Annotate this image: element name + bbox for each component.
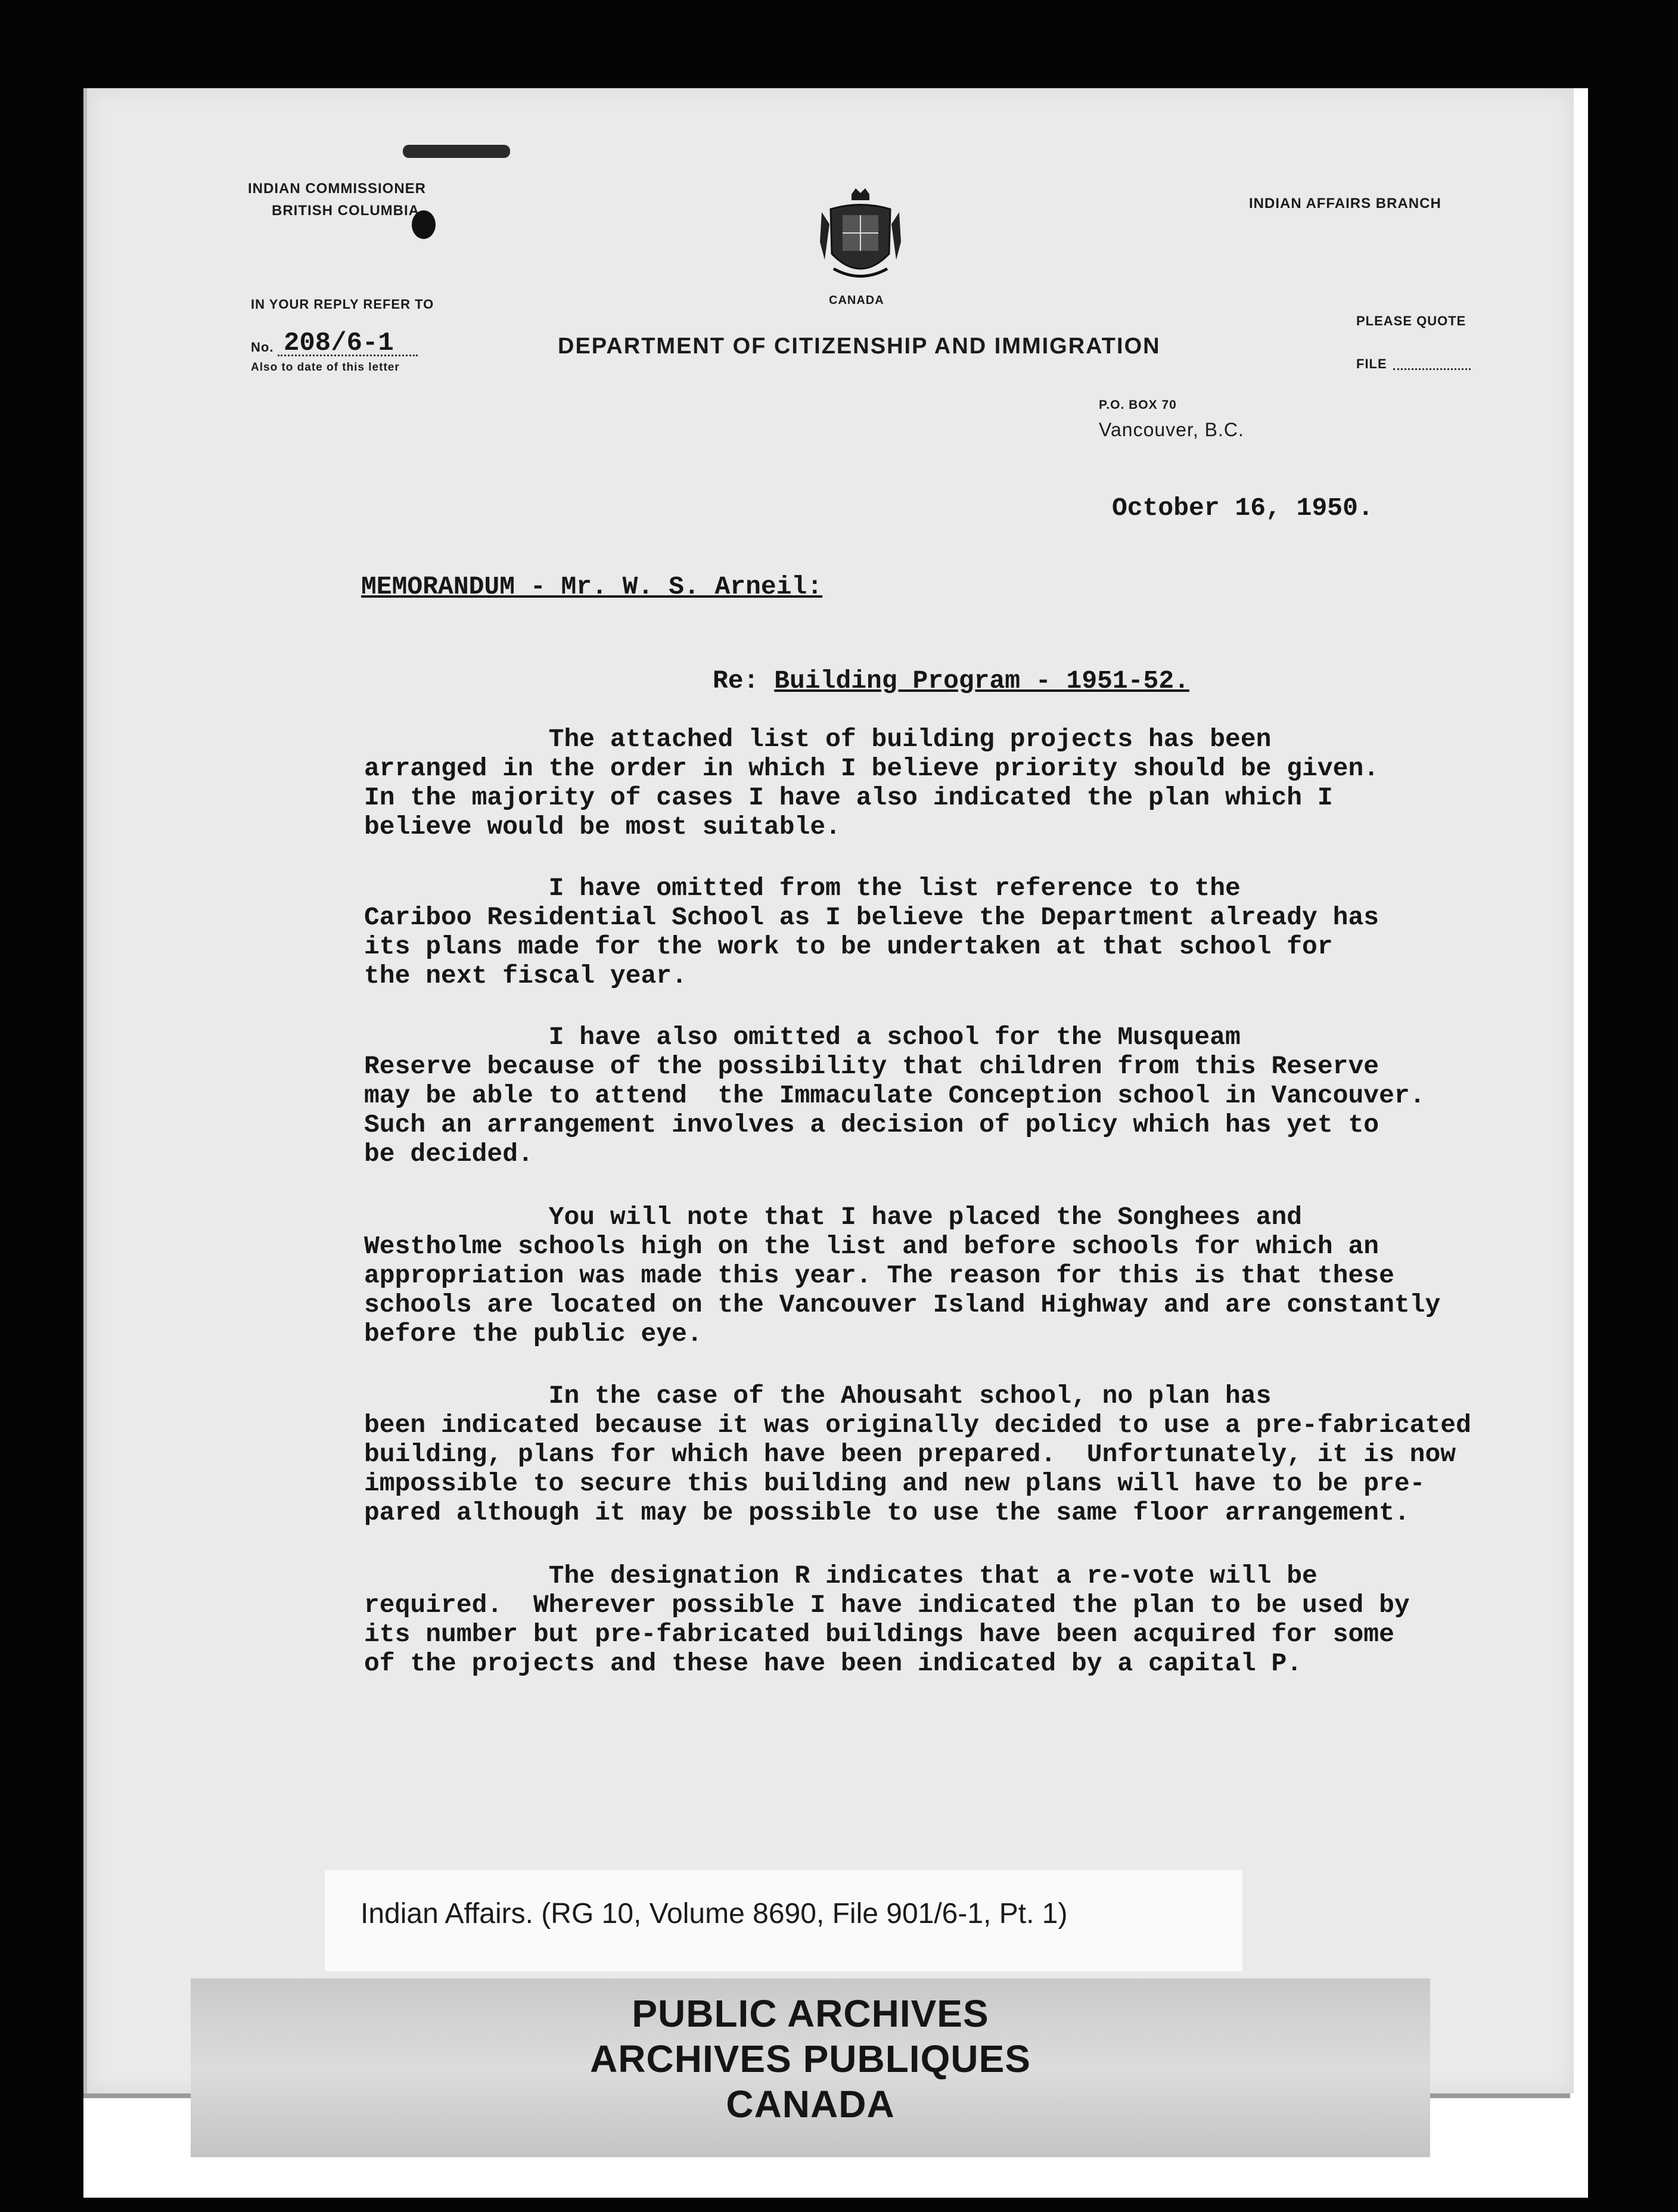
paragraph-line: arranged in the order in which I believe priority should be given. [364, 754, 1379, 783]
letter-sheet [83, 88, 1574, 2093]
subject-prefix: Re: [713, 666, 759, 695]
archive-stamp [191, 1978, 1430, 2157]
paragraph-line: may be able to attend the Immaculate Conception school in Vancouver. [364, 1081, 1425, 1110]
also-quote-note: Also to date of this letter [251, 361, 400, 374]
letter-date: October 16, 1950. [1112, 493, 1374, 523]
coat-of-arms-icon [819, 188, 902, 290]
department-title: DEPARTMENT OF CITIZENSHIP AND IMMIGRATION [558, 334, 1161, 359]
file-number-value: 208/6-1 [284, 328, 394, 358]
please-quote-label: PLEASE QUOTE [1356, 313, 1466, 328]
po-box: P.O. BOX 70 [1099, 398, 1177, 412]
paragraph-line: been indicated because it was originally decided to use a pre-fabricated [364, 1411, 1471, 1440]
paragraph-line: building, plans for which have been prepared. Unfortunately, it is now [364, 1440, 1456, 1469]
paragraph-line: believe would be most suitable. [364, 812, 841, 841]
subject-line [713, 666, 1189, 695]
paragraph-line: You will note that I have placed the Songhees and [364, 1203, 1303, 1232]
paragraph-line: In the majority of cases I have also indicated the plan which I [364, 783, 1333, 812]
city-address: Vancouver, B.C. [1099, 419, 1244, 440]
paragraph-line: of the projects and these have been indicated by a capital P. [364, 1649, 1303, 1678]
paragraph-line: pared although it may be possible to use the same floor arrangement. [364, 1498, 1410, 1527]
paragraph-line: The designation R indicates that a re-vote will be [364, 1561, 1317, 1590]
stamp-line-1: PUBLIC ARCHIVES [632, 1992, 989, 2035]
paragraph-line: The attached list of building projects has been [364, 725, 1272, 754]
ink-smudge [403, 145, 510, 158]
memo-heading-text: MEMORANDUM - Mr. W. S. Arneil: [361, 572, 823, 601]
subject-text: Building Program - 1951-52. [774, 666, 1189, 695]
letterhead-left-line2: BRITISH COLUMBIA [272, 203, 419, 219]
paragraph-line: the next fiscal year. [364, 961, 687, 990]
paragraph-line: In the case of the Ahousaht school, no plan has [364, 1381, 1272, 1411]
archive-citation-label [325, 1870, 1242, 1971]
paragraph-line: Such an arrangement involves a decision of policy which has yet to [364, 1110, 1379, 1139]
file-number-rule [278, 355, 418, 356]
paragraph-line: I have omitted from the list reference to the [364, 874, 1241, 903]
paragraph-line: I have also omitted a school for the Musqueam [364, 1023, 1241, 1052]
paragraph-line: its plans made for the work to be undertaken at that school for [364, 932, 1333, 961]
file-rule [1393, 368, 1471, 370]
paragraph-line: before the public eye. [364, 1319, 703, 1349]
memo-heading [361, 572, 822, 601]
letterhead-right: INDIAN AFFAIRS BRANCH [1249, 195, 1441, 212]
file-label: FILE [1356, 356, 1387, 371]
paragraph-line: its number but pre-fabricated buildings have been acquired for some [364, 1620, 1394, 1649]
archive-citation: Indian Affairs. (RG 10, Volume 8690, File 901/6-1, Pt. 1) [361, 1898, 1068, 1930]
paragraph-line: Cariboo Residential School as I believe the Department already has [364, 903, 1379, 932]
letterhead-left-line1: INDIAN COMMISSIONER [248, 181, 427, 197]
paragraph-line: Westholme schools high on the list and before schools for which an [364, 1232, 1379, 1261]
paragraph-line: appropriation was made this year. The reason for this is that these [364, 1261, 1394, 1290]
file-number-label: No. [251, 340, 274, 355]
paragraph-line: schools are located on the Vancouver Island Highway and are constantly [364, 1290, 1441, 1319]
reply-refer-label: IN YOUR REPLY REFER TO [251, 297, 434, 312]
stamp-line-2: ARCHIVES PUBLIQUES [590, 2037, 1031, 2080]
paragraph-line: be decided. [364, 1139, 533, 1169]
crest-caption: CANADA [829, 294, 884, 307]
paragraph-line: impossible to secure this building and new plans will have to be pre- [364, 1469, 1425, 1498]
paragraph-line: Reserve because of the possibility that children from this Reserve [364, 1052, 1379, 1081]
paragraph-line: required. Wherever possible I have indicated the plan to be used by [364, 1590, 1410, 1620]
stamp-line-3: CANADA [726, 2083, 895, 2126]
